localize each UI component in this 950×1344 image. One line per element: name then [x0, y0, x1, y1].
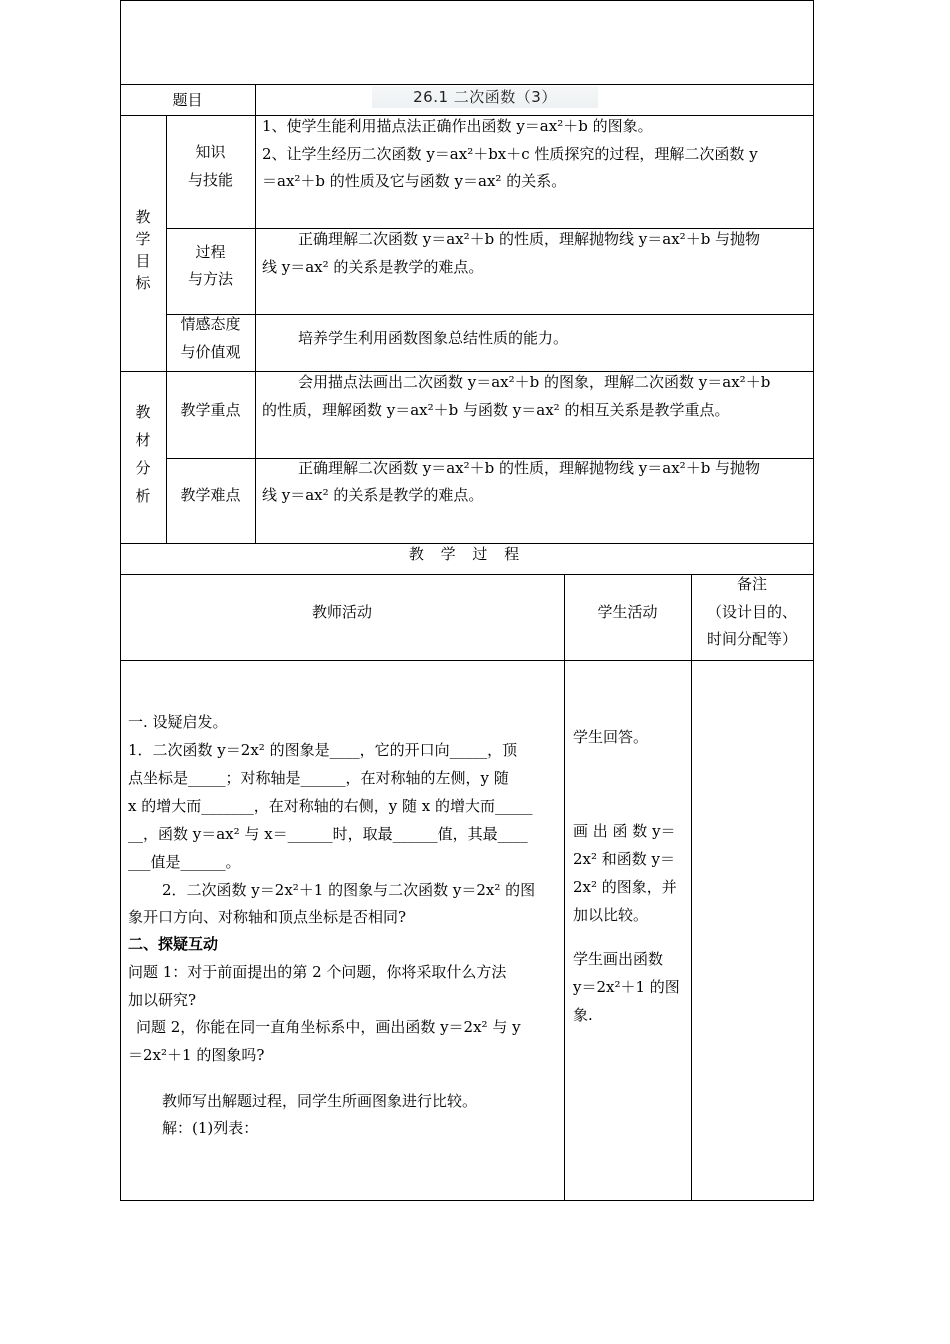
process-section-title: 教 学 过 程 [408, 545, 526, 563]
teacher-solve-line: 教师写出解题过程，同学生所画图象进行比较。 [162, 1092, 478, 1110]
col-divider-content [255, 84, 256, 544]
student-answer1: 学生回答。 [573, 728, 649, 746]
knowledge-label-line2: 与技能 [187, 171, 233, 189]
table-border-right [813, 0, 814, 1201]
question2-line1: 2．二次函数 y＝2x²＋1 的图象与二次函数 y＝2x² 的图 [162, 881, 536, 899]
col-divider-notes [691, 574, 692, 1201]
question1-line3: x 的增大而_______，在对称轴的右侧，y 随 x 的增大而_____ [128, 797, 533, 815]
student-answer2-line2: 2x² 和函数 y＝ [573, 850, 676, 868]
student-answer3-line3: 象. [573, 1006, 593, 1024]
student-answer3-line2: y＝2x²＋1 的图 [573, 978, 680, 996]
difficulty-label: 教学难点 [180, 486, 241, 504]
process-text-line1: 正确理解二次函数 y＝ax²＋b 的性质，理解抛物线 y＝ax²＋b 与抛物 [298, 230, 761, 248]
problem2-line1: 问题 2，你能在同一直角坐标系中，画出函数 y＝2x² 与 y [136, 1018, 521, 1036]
notes-header-line3: 时间分配等） [706, 630, 797, 648]
question1-line5: ___值是______。 [128, 853, 241, 871]
teacher-activity-header: 教师活动 [311, 603, 372, 621]
table-border-bottom [120, 1200, 814, 1201]
notes-header-line1: 备注 [736, 575, 767, 593]
student-answer2-line1: 画 出 函 数 y＝ [573, 822, 676, 840]
topic-label: 题目 [172, 91, 203, 109]
solution-table-line: 解：(1)列表： [162, 1119, 259, 1137]
col-divider-student [564, 574, 565, 1201]
row-divider-content [120, 660, 814, 661]
attitude-label-line2: 与价值观 [180, 343, 241, 361]
attitude-label-line1: 情感态度 [180, 315, 241, 333]
student-activity-header: 学生活动 [597, 603, 658, 621]
section1-heading: 一. 设疑启发。 [128, 713, 228, 731]
table-border-top [120, 0, 814, 1]
process-text-line2: 线 y＝ax² 的关系是教学的难点。 [262, 258, 484, 276]
attitude-text-line1: 培养学生利用函数图象总结性质的能力。 [298, 329, 569, 347]
lesson-title: 26.1 二次函数（3） [413, 88, 557, 106]
student-answer2-line4: 加以比较。 [573, 906, 649, 924]
student-answer3-line1: 学生画出函数 [573, 950, 664, 968]
objectives-group-label: 教学目标 [135, 208, 151, 292]
process-label-line1: 过程 [195, 243, 226, 261]
problem1-line2: 加以研究? [128, 991, 197, 1009]
difficulty-text-line1: 正确理解二次函数 y＝ax²＋b 的性质，理解抛物线 y＝ax²＋b 与抛物 [298, 459, 761, 477]
row-divider-title [120, 84, 814, 85]
question2-line2: 象开口方向、对称轴和顶点坐标是否相同? [128, 908, 407, 926]
section2-heading: 二、探疑互动 [128, 935, 219, 953]
problem2-line2: ＝2x²＋1 的图象吗? [128, 1046, 265, 1064]
problem1-line1: 问题 1：对于前面提出的第 2 个问题，你将采取什么方法 [128, 963, 507, 981]
question1-line1: 1．二次函数 y＝2x² 的图象是____，它的开口向_____，顶 [128, 741, 518, 759]
question1-line2: 点坐标是_____；对称轴是______，在对称轴的左侧，y 随 [128, 769, 509, 787]
question1-line4: __，函数 y＝ax² 与 x＝______时，取最______值，其最____ [128, 825, 528, 843]
knowledge-label-line1: 知识 [195, 143, 226, 161]
notes-header-line2: （设计目的、 [706, 603, 797, 621]
key-point-label: 教学重点 [180, 401, 241, 419]
process-label-line2: 与方法 [187, 270, 233, 288]
knowledge-text-line2: 2、让学生经历二次函数 y＝ax²＋bx＋c 性质探究的过程，理解二次函数 y [262, 145, 758, 163]
materials-group-label: 教材分析 [135, 403, 151, 505]
row-divider-attitude [166, 314, 814, 315]
knowledge-text-line3: ＝ax²＋b 的性质及它与函数 y＝ax² 的关系。 [262, 172, 567, 190]
key-point-text-line1: 会用描点法画出二次函数 y＝ax²＋b 的图象，理解二次函数 y＝ax²＋b [298, 373, 771, 391]
key-point-text-line2: 的性质，理解函数 y＝ax²＋b 与函数 y＝ax² 的相互关系是教学重点。 [262, 401, 730, 419]
student-answer2-line3: 2x² 的图象，并 [573, 878, 677, 896]
difficulty-text-line2: 线 y＝ax² 的关系是教学的难点。 [262, 486, 484, 504]
knowledge-text-line1: 1、使学生能利用描点法正确作出函数 y＝ax²＋b 的图象。 [262, 117, 653, 135]
